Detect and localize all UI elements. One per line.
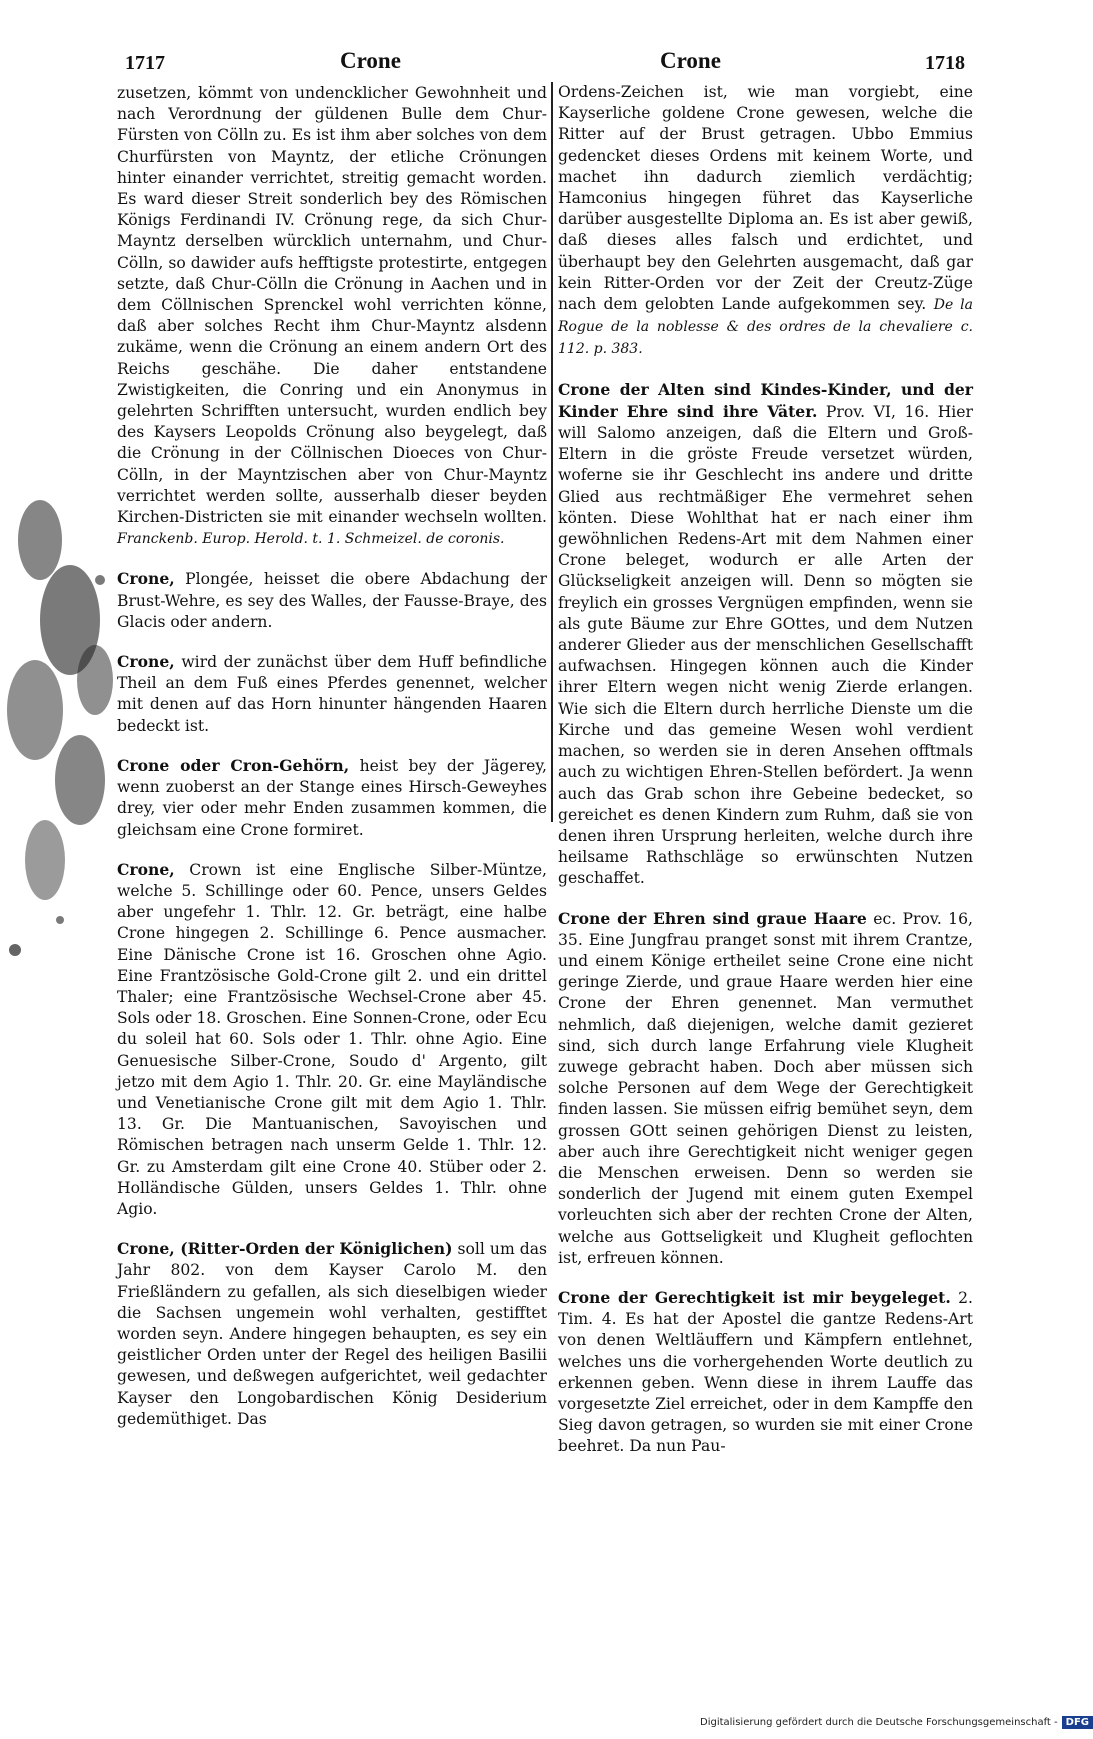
entry-right-1 (558, 82, 973, 361)
entry-body: Crown ist eine Englische Silber-Müntze, welche 5. Schillinge oder 60. Pence, unsers Geldes aber ungefehr 1. Thlr. 12. Gr. beträgt, eine halbe Crone hingegen 2. Schillinge 6. Pence ausmacher. Eine Dänische Crone ist 16. Groschen ohne Agio. Eine Frantzösische Gold-Crone gilt 2. und ein drittel Thaler; eine Frantzösische Wechsel-Crone aber 45. Sols oder 18. Groschen. Eine Sonnen-Crone, oder Ecu du soleil hat 60. Sols oder 1. Thlr. ohne Agio. Eine Genuesische Silber-Crone, Soudo d' Argento, gilt jetzo mit dem Agio 1. Thlr. 20. Gr. eine Mayländische und Venetianische Crone gilt mit dem Agio 1. Thlr. 13. Gr. Die Mantuanischen, Savoyischen und Römischen betragen nach unserm Gelde 1. Thlr. 12. Gr. zu Amsterdam gilt eine Crone 40. Stüber oder 2. Holländische Gülden, unsers Geldes 1. Thlr. ohne Agio. (117, 860, 548, 1218)
entry-body: zusetzen, kömmt von undencklicher Gewohnheit und nach Verordnung der güldenen Bulle dem Chur-Fürsten von Cölln zu. Es ist ihm aber solches von dem Churfürsten von Mayntz, der etliche Crönungen hinter einander verrichtet, streitig gemacht worden. Es ward dieser Streit sonderlich bey des Römischen Königs Ferdinandi IV. Crönung rege, da sich Chur-Mayntz derselben würcklich unternahm, und Chur-Cölln, so dawider aufs hefftigste protestirte, entgegen setzte, daß Chur-Cölln die Crönung in Aachen und in dem Cöllnischen Sprenckel wohl verrichten könne, daß aber solches Recht ihm Chur-Mayntz alsdenn zukäme, wenn die Crönung an einem andern Ort des Reichs geschähe. Die daher entstandene Zwistigkeiten, die Conring und ein Anonymus in gelehrten Schrifften untersucht, wurden endlich bey des Kaysers Leopolds Crönung also beygelegt, daß die Crönung in der Cöllnischen Dioeces von Chur-Cölln, in der Mayntzischen aber von Chur-Mayntz verrichtet werden sollte, ausserhalb dieser beyden Kirchen-Districten sie mit einander wechseln wollten. (117, 84, 547, 527)
column-divider (551, 82, 553, 822)
scan-ink-blot-image (0, 480, 120, 1040)
entry-body: Ordens-Zeichen ist, wie man vorgiebt, eine Kayserliche goldene Crone gewesen, welche die Ritter auf der Brust getragen. Ubbo Emmius gedencket dieses Ordens mit keinem Worte, und machet ihn dadurch ziemlich verdächtig; Hamconius hingegen führet das Kayserliche darüber ausgestellte Diploma an. Es ist aber gewiß, daß dieses alles falsch und erdichtet, und überhaupt bey den Gelehrten ausgemacht, daß gar kein Ritter-Orden vor der Zeit der Creutz-Züge nach dem gelobten Lande aufgekommen sey. (558, 83, 973, 314)
right-column (558, 82, 973, 1692)
entry-text (117, 755, 547, 841)
entry-left-5 (117, 859, 547, 1220)
entry-text (117, 568, 547, 633)
entry-lemma: Crone, (117, 652, 175, 672)
entry-left-3 (117, 651, 547, 737)
entry-left-6 (117, 1238, 547, 1430)
entry-text (558, 908, 973, 1269)
entry-reference: De la Rogue de la noblesse & des ordres de la chevaliere c. 112. p. 383. (558, 297, 973, 358)
entry-text (117, 82, 547, 550)
running-head-left: Crone (340, 48, 401, 73)
entry-right-3 (558, 908, 973, 1269)
entry-right-4 (558, 1287, 973, 1458)
entry-body: soll um das Jahr 802. von dem Kayser Carolo M. den Frießländern zu gefallen, als sich dieselbigen wieder die Sachsen ungemein wohl verhalten, gestifftet worden seyn. Andere hingegen behaupten, es sey ein geistlicher Orden unter der Regel des heiligen Basilii gewesen, und deßwegen aufgerichtet, weil gedachter Kayser den Longobardischen König Desiderium gedemüthiget. Das (117, 1240, 548, 1428)
dfg-logo-badge: DFG (1062, 1716, 1093, 1729)
entry-left-1 (117, 82, 547, 550)
page-number-right: 1718 (925, 52, 965, 74)
entry-text (117, 859, 547, 1220)
entry-body: wird der zunächst über dem Huff befindliche Theil an dem Fuß eines Pferdes genennet, welcher mit denen auf das Horn hinunter hängenden Haaren bedeckt ist. (117, 653, 547, 735)
entry-body: ec. Prov. 16, 35. Eine Jungfrau pranget sonst mit ihrem Crantze, und einem Könige ertheilet seine Crone eine nicht geringe Zierde, und graue Haare werden hier eine Crone der Ehren genennet. Man vermuthet nehmlich, daß diejenigen, welche damit gezieret sind, sich durch lange Erfahrung viele Klugheit zuwege gebracht haben. Doch aber müssen sich solche Personen auf dem Wege der Gerechtigkeit finden lassen. Sie müssen eifrig bemühet seyn, dem grossen GOtt seinen gehörigen Dienst zu leisten, aber auch ihre Gerechtigkeit nicht weniger gegen die Menschen erweisen. Denn so werden sie sonderlich der Jugend mit einem guten Exempel vorleuchten sich aber der rechten Crone der Alten, welche aus Gottseligkeit und Klugheit geflochten ist, erfreuen können. (558, 909, 973, 1267)
digitization-credit (700, 1716, 1089, 1734)
entry-left-4 (117, 755, 547, 841)
entry-lemma: Crone, (117, 859, 175, 879)
entry-lemma: Crone oder Cron-Gehörn, (117, 755, 350, 775)
entry-text (117, 1238, 547, 1430)
entry-right-2 (558, 379, 973, 890)
entry-reference: Franckenb. Europ. Herold. t. 1. Schmeizel. de coronis. (117, 531, 505, 548)
entry-lemma: Crone der Gerechtigkeit ist mir beygeleget. (558, 1287, 951, 1307)
entry-body: Plongée, heisset die obere Abdachung der Brust-Wehre, es sey des Walles, der Fausse-Braye, des Glacis oder andern. (117, 570, 547, 631)
entry-text (558, 1287, 973, 1458)
credit-text: Digitalisierung gefördert durch die Deutsche Forschungsgemeinschaft - (700, 1717, 1058, 1728)
page-number-left: 1717 (125, 52, 165, 74)
entry-text (558, 82, 973, 361)
entry-body: heist bey der Jägerey, wenn zuoberst an der Stange eines Hirsch-Geweyhes drey, vier oder mehr Enden zusammen kommen, die gleichsam eine Crone formiret. (117, 756, 548, 839)
page-header (125, 44, 965, 82)
entry-lemma: Crone, (117, 569, 175, 589)
entry-body: Prov. VI, 16. Hier will Salomo anzeigen, daß die Eltern und Groß-Eltern in die gröste Freude versetzet würden, woferne sie ihr Geschlecht ins andere und dritte Glied aus rechtmäßiger Ehe vermehret sehen könten. Diese Wohlthat hat er nach einer ihm gewöhnlichen Redens-Art mit dem Nahmen einer Crone beleget, wodurch er alle Arten der Glückseligkeit anzeigen will. Denn so mögten sie freylich ein grosses Vergnügen empfinden, wenn sie als gute Bäume zur Ehre GOttes, und dem Nutzen anderer Glieder aus der menschlichen Gesellschafft aufwachsen. Hingegen können auch die Kinder ihrer Eltern wegen nicht wenig Zierde erlangen. Wie sich die Eltern durch herrliche Dienste um die Kirche und das gemeine Wesen wohl verdient machen, so werden sie in deren Ansehen offtmals auch zu wichtigen Ehren-Stellen befördert. Ja wenn auch das Grab schon ihre Gebeine bedecket, so gereichet es denen Kindern zum Ruhm, daß sie von denen ihren Ursprung herleiten, welche durch ihre heilsame Rathschläge so erwünschten Nutzen geschaffet. (558, 402, 973, 888)
entry-text (558, 379, 973, 890)
running-head-right: Crone (660, 48, 721, 73)
entry-lemma: Crone der Ehren sind graue Haare (558, 908, 867, 928)
entry-lemma: Crone, (Ritter-Orden der Königlichen) (117, 1239, 453, 1259)
entry-left-2 (117, 568, 547, 633)
entry-body: 2. Tim. 4. Es hat der Apostel die gantze Redens-Art von denen Weltläuffern und Kämpfern entlehnet, welches uns die vorhergehenden Worte deutlich zu erkennen geben. Wenn diese in ihrem Lauffe das vorgesetzte Ziel erreichet, oder in dem Kampffe den Sieg davon getragen, so wurden sie mit einer Crone beehret. Da nun Pau- (558, 1288, 973, 1456)
left-column (117, 82, 547, 1692)
entry-text (117, 651, 547, 737)
entry-lemma: Crone der Alten sind Kindes-Kinder, und der Kinder Ehre sind ihre Väter. (558, 379, 973, 421)
